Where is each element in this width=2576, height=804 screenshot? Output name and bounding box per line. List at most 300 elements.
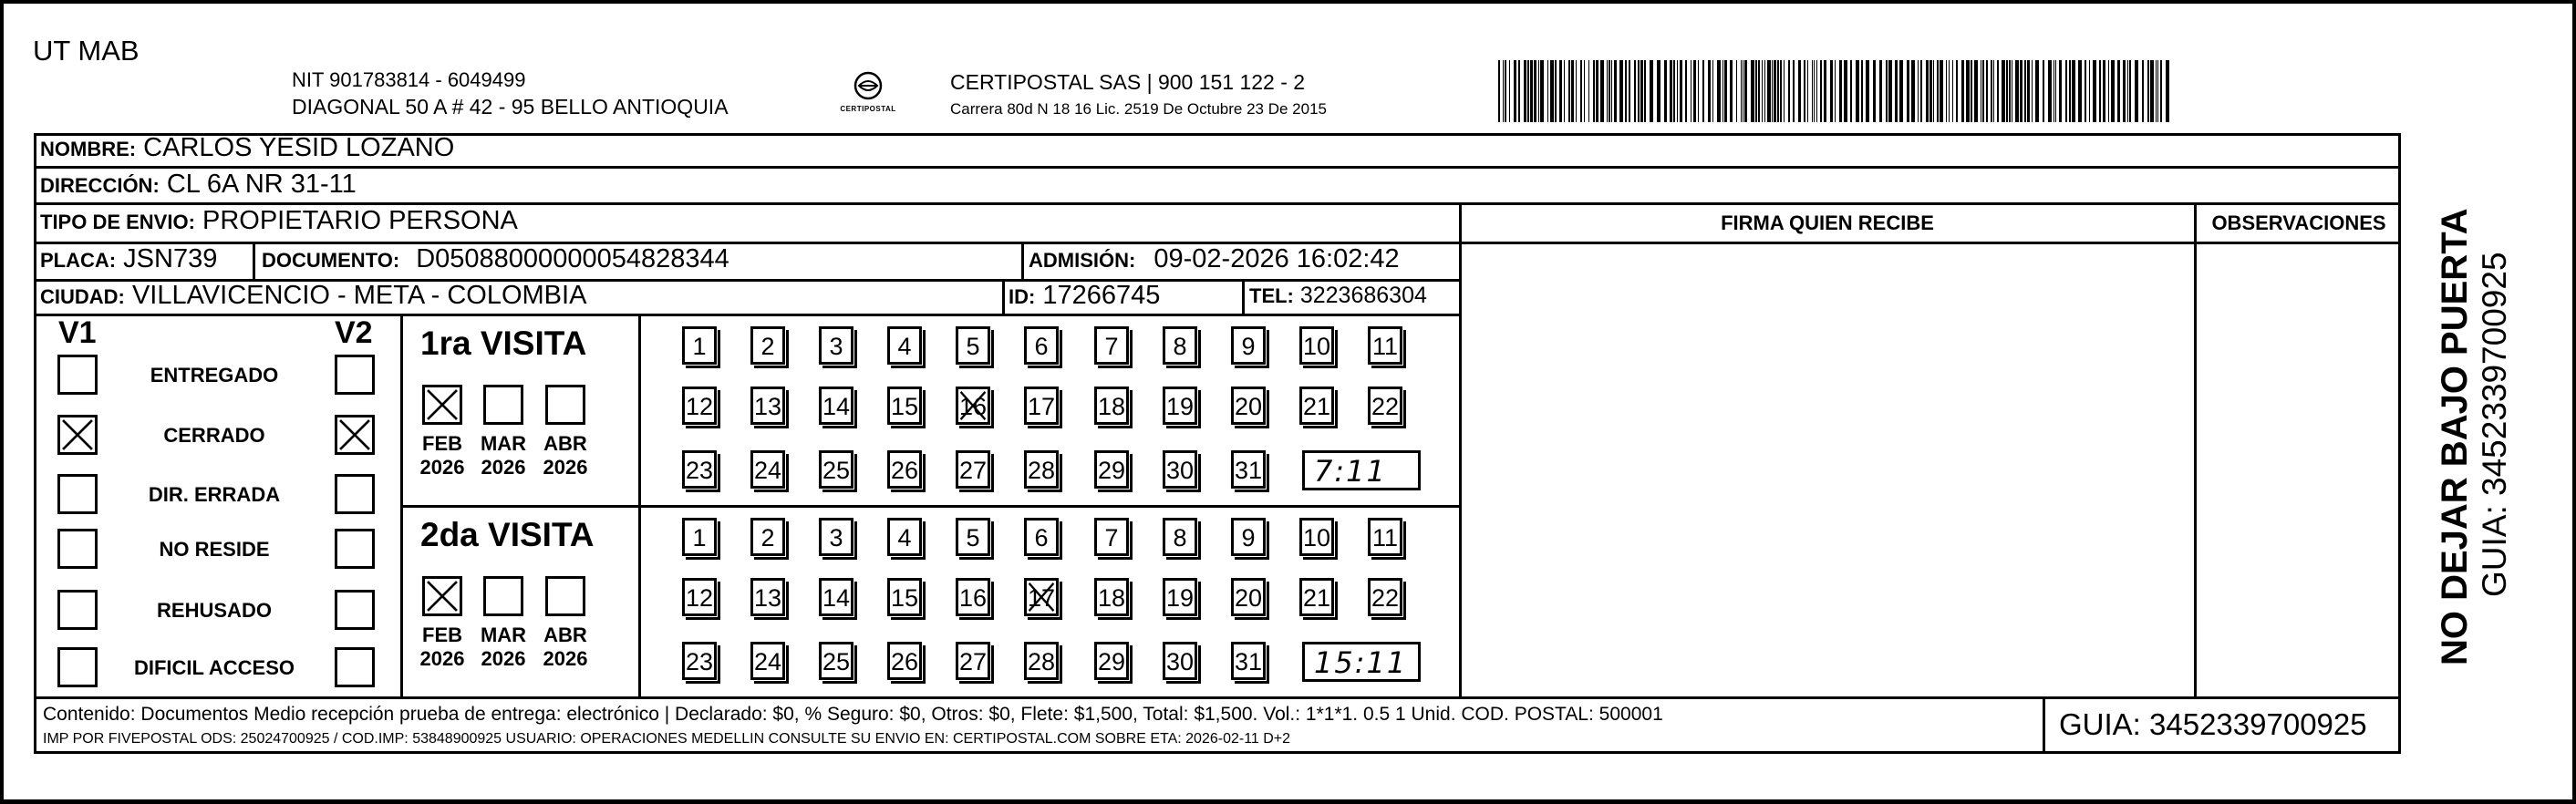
barcode-bar bbox=[1952, 60, 1953, 122]
x-mark-icon bbox=[60, 417, 95, 452]
barcode-bar bbox=[2127, 60, 2128, 122]
barcode-bar bbox=[1824, 60, 1826, 122]
barcode-bar bbox=[1664, 60, 1667, 122]
day-box[interactable]: 2 bbox=[750, 326, 785, 365]
barcode-bar bbox=[1518, 60, 1520, 122]
barcode-bar bbox=[1708, 60, 1711, 122]
day-box[interactable]: 23 bbox=[682, 450, 717, 489]
logo-text: CERTIPOSTAL bbox=[840, 105, 896, 113]
barcode-bar bbox=[1593, 60, 1595, 122]
barcode-bar bbox=[1774, 60, 1776, 122]
barcode-bar bbox=[1974, 60, 1978, 122]
status-option-label: ENTREGADO bbox=[150, 364, 279, 387]
day-box[interactable]: 20 bbox=[1231, 387, 1266, 425]
x-mark-icon bbox=[337, 417, 372, 452]
day-box[interactable]: 3 bbox=[819, 326, 853, 365]
barcode-bar bbox=[1744, 60, 1747, 122]
x-mark-icon bbox=[425, 579, 460, 613]
day-box[interactable]: 29 bbox=[1094, 642, 1129, 680]
status-option-label: DIR. ERRADA bbox=[148, 483, 281, 506]
v2-checkbox[interactable] bbox=[335, 474, 375, 514]
barcode-bar bbox=[2006, 60, 2008, 122]
barcode-bar bbox=[1538, 60, 1539, 122]
admission-label: ADMISIÓN: bbox=[1029, 249, 1136, 272]
logo-icon bbox=[850, 69, 886, 102]
v1-checkbox[interactable] bbox=[57, 355, 98, 395]
signature-header: FIRMA QUIEN RECIBE bbox=[1721, 211, 1934, 234]
barcode-bar bbox=[1677, 60, 1678, 122]
barcode-bar bbox=[2043, 60, 2044, 122]
day-box[interactable]: 8 bbox=[1163, 518, 1197, 556]
barcode-bar bbox=[1814, 60, 1815, 122]
day-box[interactable]: 27 bbox=[956, 642, 990, 680]
address-label: DIRECCIÓN: bbox=[40, 174, 160, 197]
day-box[interactable]: 13 bbox=[750, 387, 785, 425]
barcode-bar bbox=[2069, 60, 2071, 122]
day-box[interactable]: 7 bbox=[1094, 326, 1129, 365]
barcode-bar bbox=[2055, 60, 2056, 122]
barcode-bar bbox=[1812, 60, 1813, 122]
day-box[interactable]: 31 bbox=[1231, 642, 1266, 680]
day-box[interactable]: 22 bbox=[1368, 578, 1402, 616]
barcode-bar bbox=[2123, 60, 2126, 122]
barcode-bar bbox=[2078, 60, 2082, 122]
name-label: NOMBRE: bbox=[40, 138, 137, 160]
day-box[interactable]: 29 bbox=[1094, 450, 1129, 489]
barcode-bar bbox=[1609, 60, 1610, 122]
v2-checkbox[interactable] bbox=[335, 590, 375, 630]
barcode-bar bbox=[1762, 60, 1763, 122]
day-box[interactable]: 4 bbox=[887, 326, 922, 365]
barcode-bar bbox=[1788, 60, 1790, 122]
status-option-label: CERRADO bbox=[163, 424, 265, 447]
send-type-label: TIPO DE ENVIO: bbox=[40, 211, 195, 233]
document-field bbox=[262, 244, 729, 274]
right-border bbox=[2572, 0, 2576, 804]
admission-value: 09-02-2026 16:02:42 bbox=[1154, 244, 1400, 273]
day-box[interactable]: 30 bbox=[1163, 642, 1197, 680]
barcode-bar bbox=[1971, 60, 1972, 122]
barcode-bar bbox=[1751, 60, 1754, 122]
barcode-bar bbox=[2111, 60, 2115, 122]
day-box[interactable]: 18 bbox=[1094, 387, 1129, 425]
barcode-bar bbox=[2020, 60, 2023, 122]
barcode-bar bbox=[1961, 60, 1964, 122]
barcode-bar bbox=[1850, 60, 1852, 122]
month-name: ABR bbox=[543, 624, 587, 646]
v1-checkbox[interactable] bbox=[57, 415, 98, 455]
barcode-bar bbox=[1772, 60, 1773, 122]
barcode-bar bbox=[2015, 60, 2019, 122]
day-box[interactable]: 15 bbox=[887, 578, 922, 616]
barcode-bar bbox=[1680, 60, 1682, 122]
left-border bbox=[0, 0, 4, 804]
company-nit: NIT 901783814 - 6049499 bbox=[292, 68, 526, 91]
tel-field bbox=[1249, 283, 1427, 309]
top-border bbox=[0, 0, 2576, 4]
month-checkbox[interactable] bbox=[422, 576, 462, 616]
barcode-bar bbox=[2072, 60, 2075, 122]
barcode-bar bbox=[1949, 60, 1950, 122]
tel-label: TEL: bbox=[1249, 284, 1294, 307]
barcode-bar bbox=[1540, 60, 1544, 122]
day-box[interactable]: 17 bbox=[1024, 578, 1059, 616]
company-address: DIAGONAL 50 A # 42 - 95 BELLO ANTIOQUIA bbox=[292, 95, 729, 119]
day-box[interactable]: 27 bbox=[956, 450, 990, 489]
barcode-bar bbox=[1673, 60, 1675, 122]
barcode-bar bbox=[1911, 60, 1915, 122]
visit-title: 1ra VISITA bbox=[420, 325, 587, 362]
barcode-bar bbox=[1550, 60, 1554, 122]
document-label: DOCUMENTO: bbox=[262, 249, 400, 272]
v1-checkbox[interactable] bbox=[57, 474, 98, 514]
month-name: ABR bbox=[543, 432, 587, 455]
address-row bbox=[40, 170, 357, 200]
day-box[interactable]: 23 bbox=[682, 642, 717, 680]
barcode-bar bbox=[1571, 60, 1574, 122]
v2-checkbox[interactable] bbox=[335, 355, 375, 395]
id-field bbox=[1009, 281, 1160, 311]
day-box[interactable]: 9 bbox=[1231, 518, 1266, 556]
barcode-bar bbox=[1926, 60, 1929, 122]
day-box[interactable]: 12 bbox=[682, 387, 717, 425]
side-warning: NO DEJAR BAJO PUERTA bbox=[2435, 208, 2475, 665]
barcode-bar bbox=[1764, 60, 1765, 122]
barcode-bar bbox=[1670, 60, 1672, 122]
barcode bbox=[1498, 60, 2173, 122]
x-mark-icon bbox=[958, 389, 988, 422]
barcode-bar bbox=[1844, 60, 1847, 122]
month-label bbox=[476, 624, 531, 671]
month-year: 2026 bbox=[481, 647, 526, 670]
barcode-bar bbox=[1611, 60, 1612, 122]
v2-checkbox[interactable] bbox=[335, 647, 375, 687]
city-value: VILLAVICENCIO - META - COLOMBIA bbox=[131, 281, 587, 310]
month-checkbox[interactable] bbox=[422, 385, 462, 425]
day-box[interactable]: 2 bbox=[750, 518, 785, 556]
barcode-bar bbox=[1940, 60, 1943, 122]
day-box[interactable]: 21 bbox=[1299, 578, 1334, 616]
barcode-bar bbox=[2150, 60, 2154, 122]
footer-guia: GUIA: 3452339700925 bbox=[2059, 707, 2367, 741]
carrier-name: CERTIPOSTAL SAS | 900 151 122 - 2 bbox=[950, 70, 1306, 94]
day-box[interactable]: 10 bbox=[1299, 326, 1334, 365]
barcode-bar bbox=[1629, 60, 1630, 122]
barcode-bar bbox=[1693, 60, 1696, 122]
barcode-bar bbox=[2166, 60, 2169, 122]
month-year: 2026 bbox=[543, 456, 588, 479]
barcode-bar bbox=[2024, 60, 2026, 122]
company-name: UT MAB bbox=[33, 35, 140, 67]
day-box[interactable]: 5 bbox=[956, 326, 990, 365]
barcode-bar bbox=[2103, 60, 2105, 122]
barcode-bar bbox=[1879, 60, 1882, 122]
day-box[interactable]: 31 bbox=[1231, 450, 1266, 489]
barcode-bar bbox=[2099, 60, 2101, 122]
day-box[interactable]: 12 bbox=[682, 578, 717, 616]
barcode-bar bbox=[1767, 60, 1771, 122]
barcode-bar bbox=[1899, 60, 1903, 122]
month-checkbox[interactable] bbox=[545, 385, 585, 425]
plate-field bbox=[40, 244, 217, 274]
barcode-bar bbox=[1784, 60, 1785, 122]
barcode-bar bbox=[1640, 60, 1643, 122]
barcode-bar bbox=[1576, 60, 1577, 122]
barcode-bar bbox=[1780, 60, 1782, 122]
v2-header: V2 bbox=[335, 315, 373, 350]
barcode-bar bbox=[2002, 60, 2005, 122]
day-box[interactable]: 1 bbox=[682, 518, 717, 556]
day-box[interactable]: 6 bbox=[1024, 518, 1059, 556]
day-box[interactable]: 1 bbox=[682, 326, 717, 365]
month-name: FEB bbox=[422, 624, 462, 646]
barcode-bar bbox=[1986, 60, 1988, 122]
barcode-bar bbox=[1650, 60, 1653, 122]
day-box[interactable]: 16 bbox=[956, 578, 990, 616]
v1-checkbox[interactable] bbox=[57, 647, 98, 687]
v1-checkbox[interactable] bbox=[57, 529, 98, 569]
x-mark-icon bbox=[1027, 581, 1056, 613]
day-box[interactable]: 16 bbox=[956, 387, 990, 425]
day-box[interactable]: 5 bbox=[956, 518, 990, 556]
barcode-bar bbox=[1514, 60, 1516, 122]
tel-value: 3223686304 bbox=[1299, 283, 1427, 308]
barcode-bar bbox=[1685, 60, 1687, 122]
barcode-bar bbox=[1505, 60, 1506, 122]
barcode-bar bbox=[1534, 60, 1536, 122]
day-box[interactable]: 14 bbox=[819, 387, 853, 425]
month-checkbox[interactable] bbox=[483, 385, 523, 425]
day-box[interactable]: 22 bbox=[1368, 387, 1402, 425]
barcode-bar bbox=[1638, 60, 1640, 122]
admission-field bbox=[1029, 244, 1400, 274]
barcode-bar bbox=[1798, 60, 1801, 122]
recipient-name: CARLOS YESID LOZANO bbox=[143, 133, 455, 162]
barcode-bar bbox=[1933, 60, 1934, 122]
id-value: 17266745 bbox=[1042, 281, 1161, 310]
barcode-bar bbox=[1820, 60, 1822, 122]
barcode-bar bbox=[1717, 60, 1721, 122]
barcode-bar bbox=[1596, 60, 1598, 122]
barcode-bar bbox=[2085, 60, 2086, 122]
barcode-bar bbox=[1619, 60, 1623, 122]
visit-title: 2da VISITA bbox=[420, 516, 595, 553]
day-box[interactable]: 25 bbox=[819, 450, 853, 489]
barcode-bar bbox=[1946, 60, 1947, 122]
barcode-bar bbox=[1777, 60, 1779, 122]
barcode-bar bbox=[2009, 60, 2011, 122]
barcode-bar bbox=[2065, 60, 2067, 122]
barcode-bar bbox=[1993, 60, 1994, 122]
barcode-bar bbox=[1861, 60, 1863, 122]
day-box[interactable]: 26 bbox=[887, 642, 922, 680]
month-year: 2026 bbox=[481, 456, 526, 479]
barcode-bar bbox=[1888, 60, 1892, 122]
barcode-bar bbox=[2157, 60, 2158, 122]
barcode-bar bbox=[1966, 60, 1970, 122]
v2-checkbox[interactable] bbox=[335, 415, 375, 455]
barcode-bar bbox=[1547, 60, 1548, 122]
barcode-bar bbox=[1702, 60, 1704, 122]
day-box[interactable]: 30 bbox=[1163, 450, 1197, 489]
send-type-row bbox=[40, 206, 518, 236]
month-label bbox=[415, 624, 470, 671]
barcode-bar bbox=[1997, 60, 1999, 122]
barcode-bar bbox=[2135, 60, 2138, 122]
barcode-bar bbox=[1527, 60, 1529, 122]
barcode-bar bbox=[1736, 60, 1737, 122]
barcode-bar bbox=[1584, 60, 1585, 122]
barcode-bar bbox=[1929, 60, 1932, 122]
month-label bbox=[538, 624, 593, 671]
day-box[interactable]: 26 bbox=[887, 450, 922, 489]
barcode-bar bbox=[1835, 60, 1836, 122]
footer-imp: IMP POR FIVEPOSTAL ODS: 25024700925 / COD.IMP: 53848900925 USUARIO: OPERACIONES MEDELLIN CONSULTE SU ENVIO EN: CERTIPOSTAL.COM SOBRE ETA: 2026-02-11 D+2 bbox=[43, 731, 1291, 747]
barcode-bar bbox=[2129, 60, 2131, 122]
day-box[interactable]: 11 bbox=[1368, 326, 1402, 365]
time-box[interactable] bbox=[1302, 450, 1421, 490]
barcode-bar bbox=[1530, 60, 1533, 122]
handwritten-time: 7:11 bbox=[1314, 454, 1387, 489]
day-box[interactable]: 13 bbox=[750, 578, 785, 616]
barcode-bar bbox=[1758, 60, 1760, 122]
barcode-bar bbox=[1498, 60, 1500, 122]
month-checkbox[interactable] bbox=[483, 576, 523, 616]
day-box[interactable]: 17 bbox=[1024, 387, 1059, 425]
status-option-label: DIFICIL ACCESO bbox=[133, 656, 295, 679]
barcode-bar bbox=[2089, 60, 2090, 122]
barcode-bar bbox=[1982, 60, 1984, 122]
barcode-bar bbox=[2093, 60, 2096, 122]
barcode-bar bbox=[1625, 60, 1627, 122]
barcode-bar bbox=[1524, 60, 1526, 122]
month-year: 2026 bbox=[419, 647, 465, 670]
day-box[interactable]: 20 bbox=[1231, 578, 1266, 616]
barcode-bar bbox=[1793, 60, 1795, 122]
day-box[interactable]: 3 bbox=[819, 518, 853, 556]
barcode-bar bbox=[1937, 60, 1939, 122]
barcode-bar bbox=[2032, 60, 2033, 122]
barcode-bar bbox=[1698, 60, 1699, 122]
carrier-address: Carrera 80d N 18 16 Lic. 2519 De Octubre 23 De 2015 bbox=[950, 100, 1327, 118]
barcode-bar bbox=[1509, 60, 1510, 122]
x-mark-icon bbox=[425, 387, 460, 422]
barcode-bar bbox=[2117, 60, 2120, 122]
month-label bbox=[476, 432, 531, 479]
id-label: ID: bbox=[1009, 285, 1036, 308]
barcode-bar bbox=[1580, 60, 1582, 122]
barcode-bar bbox=[1866, 60, 1869, 122]
month-name: MAR bbox=[480, 432, 527, 455]
month-year: 2026 bbox=[419, 456, 465, 479]
barcode-bar bbox=[1755, 60, 1757, 122]
barcode-bar bbox=[1804, 60, 1805, 122]
status-option-label: REHUSADO bbox=[157, 599, 272, 622]
barcode-bar bbox=[2108, 60, 2109, 122]
barcode-bar bbox=[2156, 60, 2157, 122]
time-box[interactable] bbox=[1302, 642, 1421, 682]
day-box[interactable]: 14 bbox=[819, 578, 853, 616]
day-box[interactable]: 4 bbox=[887, 518, 922, 556]
city-label: CIUDAD: bbox=[40, 285, 125, 308]
observations-header: OBSERVACIONES bbox=[2211, 211, 2386, 234]
side-guia: GUIA: 3452339700925 bbox=[2476, 252, 2513, 597]
barcode-bar bbox=[1559, 60, 1562, 122]
day-box[interactable]: 19 bbox=[1163, 578, 1197, 616]
city-field bbox=[40, 281, 586, 311]
day-box[interactable]: 19 bbox=[1163, 387, 1197, 425]
day-box[interactable]: 24 bbox=[750, 450, 785, 489]
barcode-bar bbox=[1503, 60, 1504, 122]
barcode-bar bbox=[1741, 60, 1742, 122]
barcode-bar bbox=[1907, 60, 1909, 122]
barcode-bar bbox=[1895, 60, 1898, 122]
day-box[interactable]: 15 bbox=[887, 387, 922, 425]
barcode-bar bbox=[1991, 60, 1992, 122]
day-box[interactable]: 11 bbox=[1368, 518, 1402, 556]
barcode-bar bbox=[1607, 60, 1608, 122]
v1-checkbox[interactable] bbox=[57, 590, 98, 630]
day-box[interactable]: 28 bbox=[1024, 642, 1059, 680]
barcode-bar bbox=[1920, 60, 1922, 122]
day-box[interactable]: 18 bbox=[1094, 578, 1129, 616]
certipostal-logo bbox=[832, 69, 905, 120]
day-box[interactable]: 8 bbox=[1163, 326, 1197, 365]
day-box[interactable]: 9 bbox=[1231, 326, 1266, 365]
status-option-label: NO RESIDE bbox=[159, 538, 270, 561]
barcode-bar bbox=[1807, 60, 1808, 122]
day-box[interactable]: 25 bbox=[819, 642, 853, 680]
barcode-bar bbox=[1588, 60, 1589, 122]
day-box[interactable]: 21 bbox=[1299, 387, 1334, 425]
day-box[interactable]: 7 bbox=[1094, 518, 1129, 556]
month-label bbox=[538, 432, 593, 479]
barcode-bar bbox=[1830, 60, 1833, 122]
barcode-bar bbox=[2142, 60, 2144, 122]
day-box[interactable]: 24 bbox=[750, 642, 785, 680]
barcode-bar bbox=[1657, 60, 1660, 122]
barcode-bar bbox=[2147, 60, 2149, 122]
barcode-bar bbox=[1886, 60, 1888, 122]
barcode-bar bbox=[2160, 60, 2162, 122]
barcode-bar bbox=[1634, 60, 1636, 122]
barcode-bar bbox=[1555, 60, 1557, 122]
barcode-bar bbox=[1712, 60, 1713, 122]
barcode-bar bbox=[2048, 60, 2052, 122]
send-type-value: PROPIETARIO PERSONA bbox=[202, 206, 518, 235]
day-box[interactable]: 6 bbox=[1024, 326, 1059, 365]
month-checkbox[interactable] bbox=[545, 576, 585, 616]
v2-checkbox[interactable] bbox=[335, 529, 375, 569]
day-box[interactable]: 10 bbox=[1299, 518, 1334, 556]
barcode-bar bbox=[1956, 60, 1958, 122]
month-name: MAR bbox=[480, 624, 527, 646]
plate-label: PLACA: bbox=[40, 249, 117, 272]
month-name: FEB bbox=[422, 432, 462, 455]
recipient-address: CL 6A NR 31-11 bbox=[166, 170, 357, 199]
name-row bbox=[40, 133, 454, 163]
barcode-bar bbox=[1644, 60, 1646, 122]
day-box[interactable]: 28 bbox=[1024, 450, 1059, 489]
v1-header: V1 bbox=[58, 315, 97, 350]
barcode-bar bbox=[1568, 60, 1570, 122]
barcode-bar bbox=[2027, 60, 2030, 122]
bottom-border bbox=[0, 799, 2576, 804]
barcode-bar bbox=[1614, 60, 1617, 122]
barcode-bar bbox=[1856, 60, 1859, 122]
handwritten-time: 15:11 bbox=[1314, 645, 1408, 680]
barcode-bar bbox=[1600, 60, 1604, 122]
